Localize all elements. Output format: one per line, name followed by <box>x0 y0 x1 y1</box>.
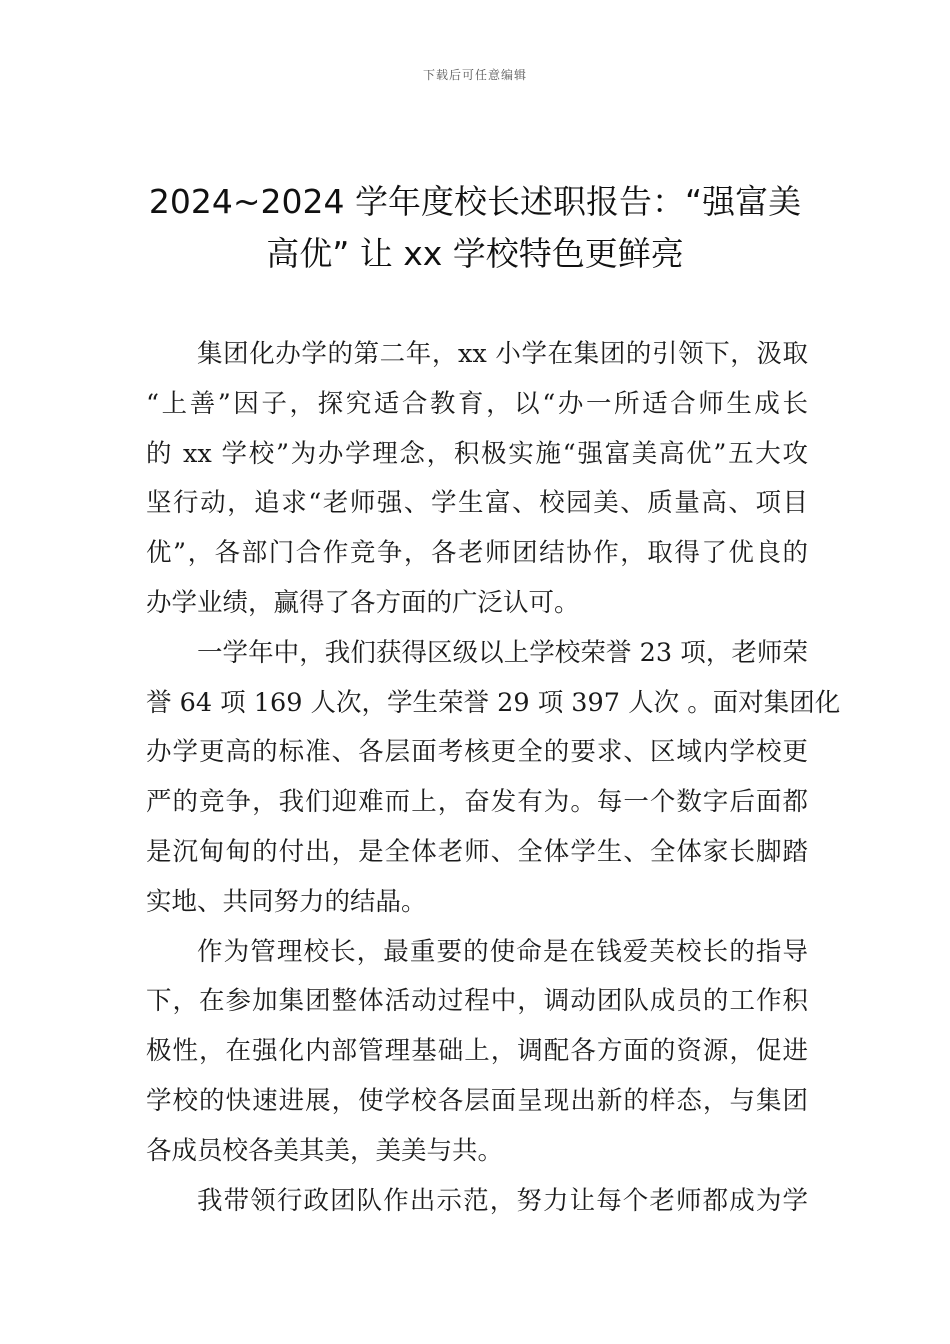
paragraph-line: 极性，在强化内部管理基础上，调配各方面的资源，促进 <box>146 1036 808 1067</box>
paragraph-line: 的 xx 学校”为办学理念，积极实施“强富美高优”五大攻 <box>146 438 808 469</box>
paragraph-line: 各成员校各美其美，美美与共。 <box>146 1135 504 1166</box>
paragraph-line: 下，在参加集团整体活动过程中，调动团队成员的工作积 <box>146 986 808 1017</box>
paragraph-line: 学校的快速进展，使学校各层面呈现出新的样态，与集团 <box>146 1085 808 1116</box>
title-line-2: 高优” 让 xx 学校特色更鲜亮 <box>266 234 684 273</box>
paragraph-line: 优”，各部门合作竞争，各老师团结协作，取得了优良的 <box>146 538 808 569</box>
paragraph <box>146 330 808 629</box>
paragraph-line: 誉 64 项 169 人次，学生荣誉 29 项 397 人次 。面对集团化 <box>146 687 841 718</box>
paragraph-line: 是沉甸甸的付出，是全体老师、全体学生、全体家长脚踏 <box>146 836 808 867</box>
document-title <box>140 176 810 280</box>
paragraph-line: 集团化办学的第二年，xx 小学在集团的引领下，汲取 <box>197 339 808 369</box>
paragraph <box>146 928 808 1177</box>
paragraph-line: 严的竞争，我们迎难而上，奋发有为。每一个数字后面都 <box>146 787 808 818</box>
paragraph <box>146 629 841 928</box>
paragraph-line: 作为管理校长，最重要的使命是在钱爱芙校长的指导 <box>197 936 808 967</box>
paragraph-line: 办学更高的标准、各层面考核更全的要求、区域内学校更 <box>146 737 808 768</box>
paragraph-line: “上善”因子，探究适合教育，以“办一所适合师生成长 <box>146 388 808 419</box>
title-line-1: 2024~2024 学年度校长述职报告：“强富美 <box>148 182 802 221</box>
paragraph <box>146 1177 808 1227</box>
paragraph-line: 我带领行政团队作出示范，努力让每个老师都成为学 <box>197 1185 808 1216</box>
paragraph-line: 一学年中，我们获得区级以上学校荣誉 23 项，老师荣 <box>197 637 808 668</box>
document-body <box>146 330 841 1226</box>
paragraph-line: 办学业绩，赢得了各方面的广泛认可。 <box>146 587 580 618</box>
paragraph-line: 坚行动，追求“老师强、学生富、校园美、质量高、项目 <box>146 488 808 519</box>
paragraph-line: 实地、共同努力的结晶。 <box>146 886 427 917</box>
header-note: 下载后可任意编辑 <box>422 68 527 82</box>
